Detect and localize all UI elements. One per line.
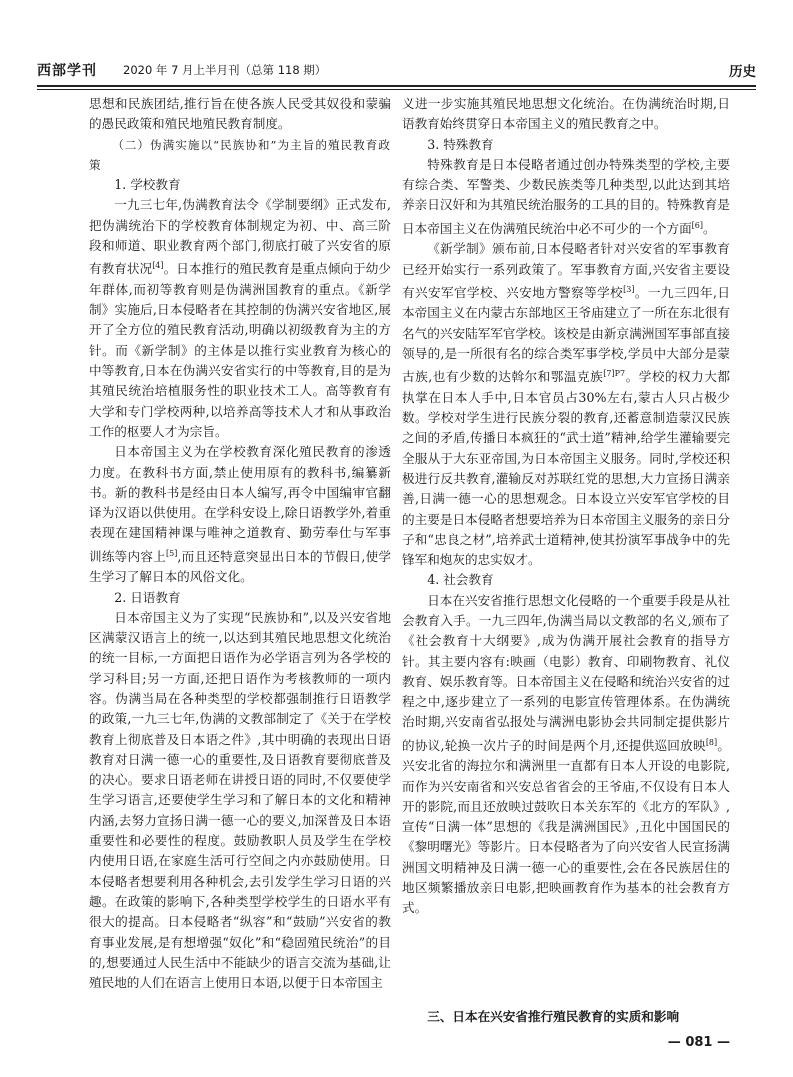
paragraph: 日本帝国主义为在学校教育深化殖民教育的渗透力度。在教科书方面,禁止使用原有的教科书,编纂新书。新的教科书是经由日本人编写,再令中国编审官翻译为汉语以供使用。在学科安设上,除日语教学外,着重表现在建国精神课与唯神之道教育、勤劳奉仕与军事训练等内容上[5],而且还特意突显出日本的节假日,使学生学习了解日本的风俗文化。: [89, 444, 392, 585]
paragraph: 特殊教育是日本侵略者通过创办特殊类型的学校,主要有综合类、军警类、少数民族类等几种类型,以此达到其培养亲日汉奸和为其殖民统治服务的工具的目的。特殊教育是日本帝国主义在伪满殖民统治中必不可少的一个方面[6]。: [402, 156, 730, 236]
citation-marker: [6]: [691, 220, 703, 230]
citation-marker: [5]: [166, 548, 178, 558]
right-column: [402, 94, 730, 919]
header-rule-thick: [37, 85, 756, 87]
paragraph: 思想和民族团结,推行旨在使各族人民受其奴役和蒙骗的愚民政策和殖民地殖民教育制度。: [89, 96, 391, 132]
paragraph: 《新学制》颁布前,日本侵略者针对兴安省的军事教育已经开始实行一系列政策了。军事教育方面,兴安省主要设有兴安军官学校、兴安地方警察等学校[3]。一九三四年,日本帝国主义在内蒙古东部地区王爷庙建立了一所在东北很有名气的兴安陆军军官学校。该校是由新京满洲国军事部直接领导的,是一所很有名的综合类军事学校,学员中大部分是蒙古族,也有少数的达斡尔和鄂温克族$^{[7]P7}$。学校的权力大都执掌在日本人手中,日本官员占30%左右,蒙古人只占极少数。学校对学生进行民族分裂的教育,还蓄意制造蒙汉民族之间的矛盾,传播日本疯狂的“武士道”精神,给学生灌输要完全服从于大东亚帝国,为日本帝国主义服务。同时,学校还积极进行反共教育,灌输反对苏联红党的思想,大力宣扬日满亲善,日满一德一心的思想观念。日本设立兴安军官学校的目的主要是日本侵略者想要培养为日本帝国主义服务的亲日分子和“忠良之材”,培养武士道精神,使其扮演军事战争中的先锋军和炮灰的忠实奴才。: [402, 241, 731, 568]
running-header: [37, 58, 756, 82]
left-column: [89, 94, 391, 993]
subsection-heading: （二）伪满实施以“民族协和”为主旨的殖民教育政策: [89, 137, 391, 172]
subheading-social-education: 4. 社会教育: [427, 572, 494, 588]
subheading-japanese-language-education: 2. 日语教育: [114, 589, 181, 605]
paragraph: 一九三七年,伪满教育法令《学制要纲》正式发布,把伪满统治下的学校教育体制规定为初、中、高三阶段和师道、职业教育两个部门,彻底打破了兴安省的原有教育状况[4]。日本推行的殖民教育是重点倾向于幼少年群体,而初等教育则是伪满洲国教育的重点。《新学制》实施后,日本侵略者在其控制的伪满兴安省地区,展开了全方位的殖民教育活动,明确以初级教育为主的方针。而《新学制》的主体是以推行实业教育为核心的中等教育,日本在伪满兴安省实行的中等教育,目的是为其殖民统治培植服务性的职业技术工人。高等教育有大学和专门学校两种,以培养高等技术人才和从事政治工作的枢要人才为宗旨。: [89, 197, 392, 439]
paragraph: 义进一步实施其殖民地思想文化统治。在伪满统治时期,日语教育始终贯穿日本帝国主义的殖民教育之中。: [402, 96, 730, 132]
citation-marker: [3]: [623, 284, 635, 294]
issue-info: 2020 年 7 月上半月刊（总第 118 期）: [123, 63, 327, 77]
page-number: — 081 —: [667, 1035, 730, 1050]
subheading-school-education: 1. 学校教育: [114, 177, 181, 193]
citation-marker: [8]: [705, 737, 718, 747]
citation-marker: [7]P7: [603, 369, 626, 379]
citation-marker: [4]: [152, 261, 164, 271]
section-heading: 三、日本在兴安省推行殖民教育的实质和影响: [427, 1009, 680, 1024]
subheading-special-education: 3. 特殊教育: [427, 136, 494, 152]
paragraph: 日本帝国主义为了实现“民族协和”,以及兴安省地区满蒙汉语言上的统一,以达到其殖民地思想文化统治的统一目标,一方面把日语作为必学语言列为各学校的学习科目;另一方面,还把日语作为考核教师的一项内容。伪满当局在各种类型的学校都强制推行日语教学的政策,一九三七年,伪满的文教部制定了《关于在学校教育上彻底普及日本语之件》,其中明确的表现出日语教育对日满一德一心的重要性,及日语教育要彻底普及的决心。要求日语老师在讲授日语的同时,不仅要使学生学习语言,还要使学生学习和了解日本的文化和精神内涵,去努力宣扬日满一德一心的要义,加深普及日本语重要性和必要性的程度。鼓励教职人员及学生在学校内使用日语,在家庭生活可行空间之内亦鼓励使用。日本侵略者想要利用各种机会,去引发学生学习日语的兴趣。在政策的影响下,各种类型学校学生的日语水平有很大的提高。日本侵略者“纵容”和“鼓励”兴安省的教育事业发展,是有想增强“奴化”和“稳固殖民统治”的目的,想要通过人民生活中不能缺少的语言交流为基础,让殖民地的人们在语言上使用日本语,以便于日本帝国主: [89, 609, 391, 991]
paragraph: 日本在兴安省推行思想文化侵略的一个重要手段是从社会教育入手。一九三四年,伪满当局以文教部的名义,颁布了《社会教育十大纲要》,成为伪满开展社会教育的指导方针。其主要内容有:映画（电影）教育、印刷物教育、礼仪教育、娱乐教育等。日本帝国主义在侵略和统治兴安省的过程之中,逐步建立了一系列的电影宣传管理体系。在伪满统治时期,兴安南省弘报处与满洲电影协会共同制定提供影片的协议,轮换一次片子的时间是两个月,还提供巡回放映[8]。兴安北省的海拉尔和满洲里一直都有日本人开设的电影院,而作为兴安南省和兴安总省省会的王爷庙,不仅设有日本人开的影院,而且还放映过鼓吹日本关东军的《北方的军队》,宣传“日满一体”思想的《我是满洲国民》,丑化中国国民的《黎明曙光》等影片。日本侵略者为了向兴安省人民宣扬满洲国文明精神及日满一德一心的重要性,会在各民族居住的地区频繁播放亲日电影,把映画教育作为基本的社会教育方式。: [402, 592, 730, 916]
header-rule-thin: [37, 89, 756, 90]
journal-name: 西部学刊: [37, 64, 97, 79]
section-label: 历史: [729, 64, 756, 80]
